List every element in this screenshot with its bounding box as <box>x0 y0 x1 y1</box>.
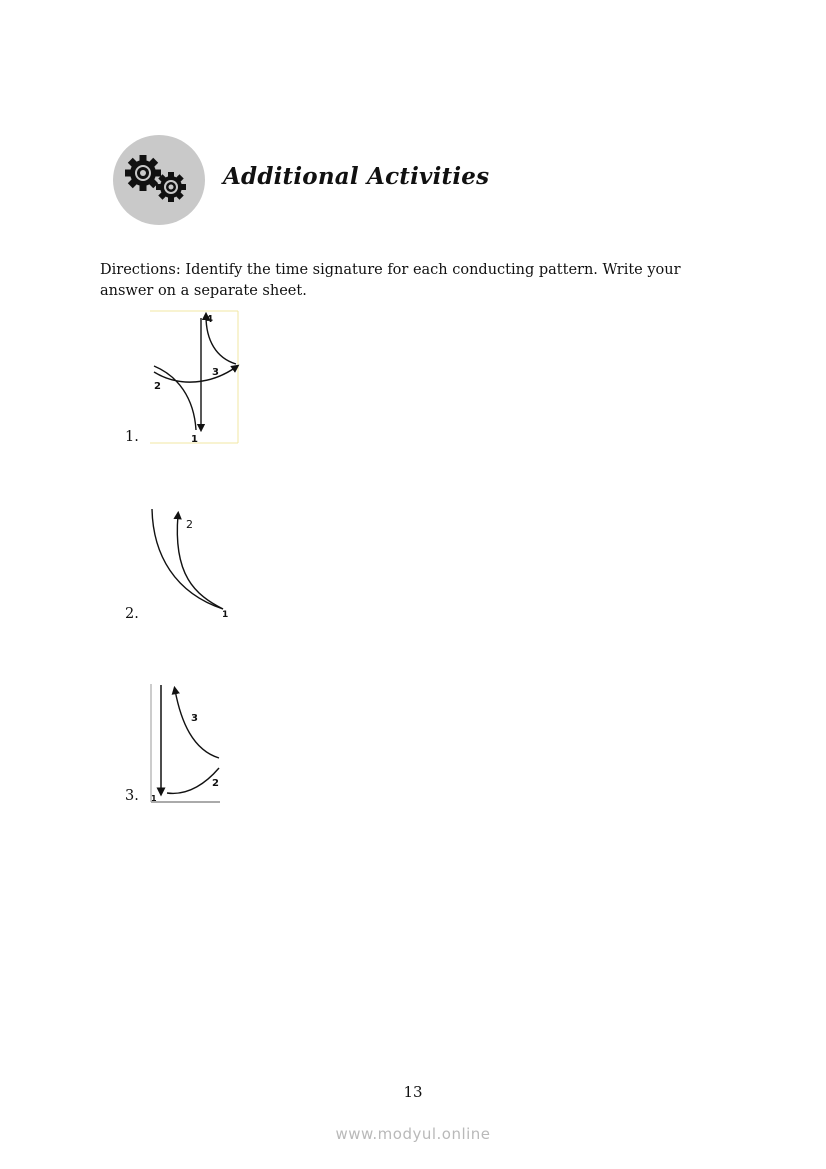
item-number: 2. <box>125 606 139 622</box>
directions-text: Directions: Identify the time signature for each conducting pattern. Write your answer on a separate sheet. <box>100 262 681 299</box>
beat-label: 1 <box>151 794 157 803</box>
beat-label: 4 <box>206 314 213 325</box>
beat-label: 1 <box>222 610 229 620</box>
beat-label: 2 <box>186 518 193 531</box>
conducting-pattern-3 <box>149 682 221 804</box>
beat-label: 3 <box>212 367 219 378</box>
beat-label: 2 <box>154 381 161 392</box>
conducting-pattern-2 <box>145 505 240 620</box>
conducting-pattern-1 <box>150 310 240 445</box>
section-title: Additional Activities <box>223 163 490 190</box>
gears-icon <box>113 135 205 225</box>
beat-label: 3 <box>191 713 198 724</box>
item-number: 1. <box>125 429 139 445</box>
item-number: 3. <box>125 788 139 804</box>
page-number: 13 <box>403 1083 423 1101</box>
beat-label: 2 <box>212 778 219 789</box>
watermark: www.modyul.online <box>335 1125 491 1143</box>
beat-label: 1 <box>191 434 198 445</box>
